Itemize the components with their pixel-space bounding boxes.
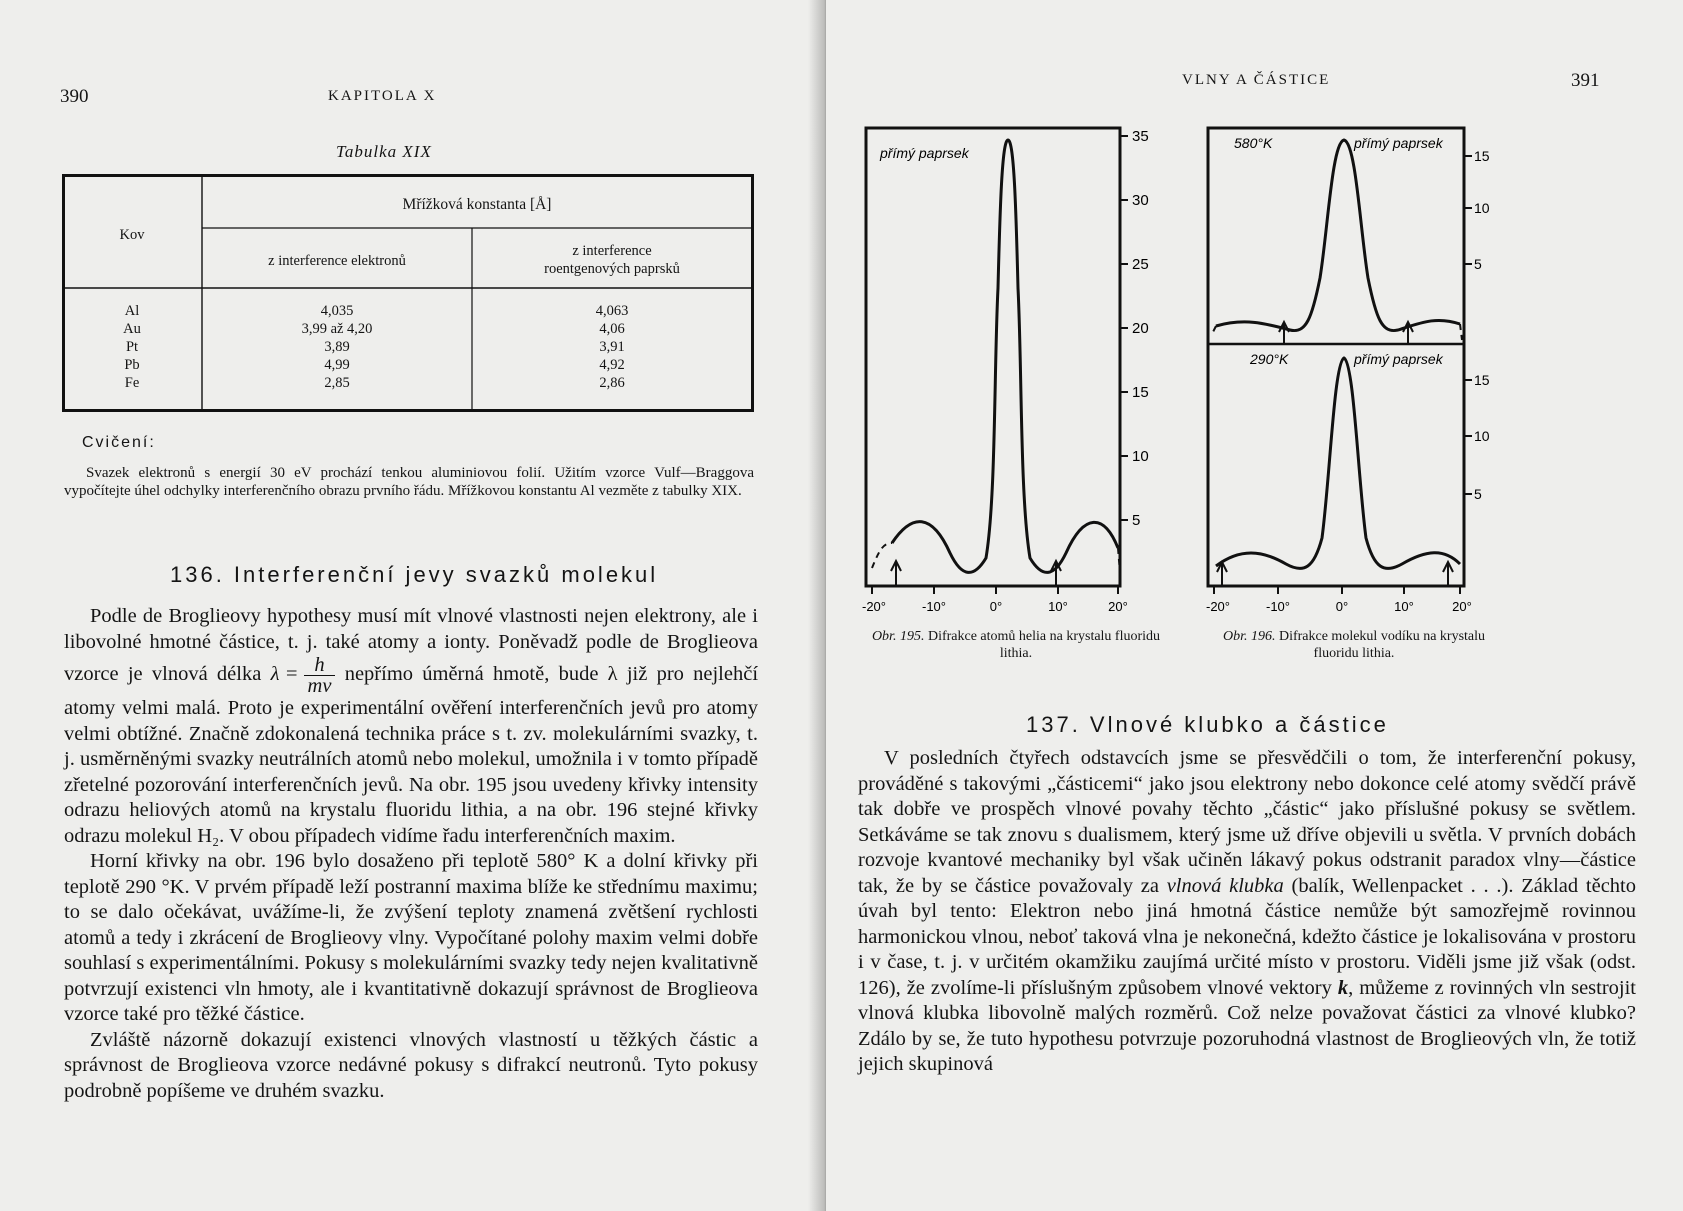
figure-195-caption [866, 628, 1166, 662]
table-row [62, 320, 754, 338]
y-tick-label: 15 [1474, 372, 1490, 388]
formula-lhs: λ = [270, 663, 299, 686]
cell-xray: 3,91 [599, 339, 625, 355]
formula-denominator: mv [307, 675, 332, 697]
wave-vector-symbol: k [1337, 976, 1349, 999]
section-137-body [858, 746, 1636, 1078]
x-tick-label: -20° [1206, 599, 1230, 614]
paragraph-2: Horní křivky na obr. 196 bylo dosaženo při teplotě 580° K a dolní křivky při teplotě 290 °K. V prvém případě leží postranní maxima blíže ke střednímu maximu; to se dalo očekávat, uvážíme-li, že zvýšení teploty znamená zvětšení rychlosti atomů a tedy i zkrácení de Broglieovy vlny. Vypočítané polohy maxim velmi dobře souhlasí s experimentálními. Pokusy s molekulárními svazky tedy nejen kvalitativně potvrzují existenci vln hmoty, ale i kvantitativně dokazují správnost de Broglieova vzorce také pro těžké částice. [64, 850, 758, 1025]
x-tick-label: 0° [989, 599, 1003, 614]
paragraph-1 [858, 746, 1636, 1078]
table-row [62, 356, 754, 374]
x-tick-label: -10° [1266, 599, 1290, 614]
figure-195-frame [866, 128, 1120, 586]
paragraph-1-start: V posledních čtyřech odstavcích jsme se přesvědčili o tom, že interferenční pokusy, prováděné s takovými „částicemi“ jako jsou elektrony nebo dokonce celé atomy svědčí právě tak dobře ve prospěch vlnové povahy těchto „částic“ jako příslušné pokusy se světlem. Setkáváme se tak znovu s dualismem, který jsme už dříve objevili u světla. V prvních dobách rozvoje kvantové mechaniky byl však učiněn lákavý pokus odstranit paradox vlny—částice tak, že by se částice považovaly za [858, 747, 1636, 897]
figure-196-bottom-beam-label: přímý paprsek [1354, 351, 1443, 367]
cell-kov: Al [124, 303, 140, 319]
cell-electrons: 3,99 až 4,20 [301, 321, 373, 337]
figure-195-curve [892, 140, 1118, 572]
left-page [0, 0, 826, 1211]
figure-196-caption-number: Obr. 196. [1222, 629, 1276, 644]
cell-electrons: 2,85 [324, 375, 350, 391]
figure-195-caption-text: Difrakce atomů helia na krystalu fluoridu lithia. [927, 629, 1161, 661]
wavelength-formula [271, 655, 336, 696]
section-137-title: 137. Vlnové klubko a částice [1026, 712, 1389, 737]
table-row [62, 374, 754, 392]
cell-xray: 4,06 [599, 321, 625, 337]
figure-195-x-labels [862, 599, 1128, 614]
figure-195-caption-number: Obr. 195. [871, 629, 925, 644]
figure-196-top-curve [1216, 140, 1460, 331]
figure-196 [1204, 118, 1504, 618]
figure-196-y-labels [1474, 148, 1490, 502]
paragraph-1-end: , můžeme z rovinných vln sestrojit vlnová klubka libovolně malých rozměrů. Což nelze považovat částici za vlnové klubko? Zdálo by se, že tuto hypothesu potvrzuje pozoruhodná vlastnost de Broglieových vln, že totiž jejich skupinová [858, 976, 1636, 1075]
column-header-xray-line1: z interference [572, 243, 652, 259]
exercise-heading: Cvičení: [82, 434, 156, 451]
figure-195 [862, 118, 1172, 618]
figure-195-beam-label: přímý paprsek [880, 145, 969, 161]
y-tick-label: 5 [1474, 256, 1482, 272]
cell-kov: Fe [124, 375, 140, 391]
lattice-constant-table [62, 174, 754, 412]
figure-196-top-arrow-left [1279, 322, 1289, 344]
y-tick-label: 15 [1474, 148, 1490, 164]
figure-196-top-dashed [1212, 324, 1462, 340]
y-tick-label: 10 [1474, 428, 1490, 444]
table-caption: Tabulka XIX [336, 142, 432, 161]
running-head: VLNY A ČÁSTICE [1182, 72, 1331, 88]
paragraph-1-start: Podle de Broglieovy hypothesy musí mít vlnové vlastnosti nejen elektrony, ale i libovolné hmotné částice, t. j. také atomy a ionty. Poněvadž podle de Broglieova vzorce je vlnová délka [64, 605, 758, 686]
cell-kov: Au [123, 321, 141, 337]
x-tick-label: -20° [862, 599, 886, 614]
figure-196-bottom-temperature: 290°K [1250, 351, 1289, 367]
column-header-electrons: z interference elektronů [268, 253, 406, 269]
page-number: 390 [60, 86, 89, 107]
x-tick-label: 10° [1394, 599, 1414, 614]
cell-xray: 2,86 [599, 375, 625, 391]
paragraph-1-italic: vlnová klubka [1166, 874, 1284, 897]
paragraph-1-end: nepřímo úměrná hmotě, bude λ již pro nejlehčí atomy velmi malá. Proto je experimentální ověření interferenčních jevů pro atomy velmi obtížné. Značně zdokonalená technika práce s t. zv. molekulárními svazky, t. j. usměrněnými svazky neutrálních atomů nebo molekul, umožnila i v tomto případě zřetelné pozorování interferenčních jevů. Na obr. 195 jsou uvedeny křivky intensity odrazu heliových atomů na krystalu fluoridu lithia, a na obr. 196 stejné křivky odrazu molekul H₂. V obou případech vidíme řadu interferenčních maxim. [64, 663, 759, 847]
x-tick-label: 20° [1108, 599, 1128, 614]
y-tick-label: 20 [1132, 320, 1149, 337]
formula-numerator: h [304, 655, 336, 676]
y-tick-label: 25 [1132, 256, 1149, 273]
paragraph-1-middle: (balík, Wellenpacket . . .). Základ těchto úvah byl tento: Elektron nebo jiná hmotná částice nemůže být samozřejmě rovinnou harmonickou vlnou, neboť taková vlna je nekonečná, kdežto částice je lokalisována v prostoru i v čase, t. j. v určitém okamžiku zaujímá určité místo v prostoru. Viděli jsme již však (odst. 126), že zvolíme-li příslušným způsobem vlnové vektory [858, 874, 1636, 999]
figure-195-dashed-curve [872, 543, 1120, 573]
x-tick-label: -10° [922, 599, 946, 614]
y-tick-label: 30 [1132, 192, 1149, 209]
x-tick-label: 0° [1335, 599, 1349, 614]
figure-196-caption [1204, 628, 1504, 662]
figure-196-top-temperature: 580°K [1234, 135, 1273, 151]
page-number: 391 [1571, 70, 1600, 91]
cell-kov: Pb [124, 357, 140, 373]
y-tick-label: 35 [1132, 128, 1149, 145]
figure-196-bottom-arrow-right [1443, 562, 1453, 586]
section-136-body [64, 604, 758, 1104]
cell-electrons: 4,035 [320, 303, 354, 319]
table-row [62, 338, 754, 356]
y-tick-label: 5 [1474, 486, 1482, 502]
formula-fraction [304, 655, 336, 696]
cell-xray: 4,063 [595, 303, 629, 319]
y-tick-label: 15 [1132, 384, 1149, 401]
figure-196-caption-text: Difrakce molekul vodíku na krystalu fluoridu lithia. [1278, 629, 1486, 661]
figure-195-arrow-left [891, 561, 901, 586]
cell-kov: Pt [125, 339, 139, 355]
running-head: KAPITOLA X [328, 88, 437, 104]
column-header-xray-line2: roentgenových paprsků [544, 261, 680, 277]
figure-196-x-labels [1206, 599, 1472, 614]
exercise-text: Svazek elektronů s energií 30 eV prochází tenkou aluminiovou folií. Užitím vzorce Vulf—Braggova vypočítejte úhel odchylky interferenčního obrazu prvního řádu. Mřížkovou konstantu Al vezměte z tabulky XIX. [64, 465, 754, 499]
cell-xray: 4,92 [599, 357, 625, 373]
figure-196-top-beam-label: přímý paprsek [1354, 135, 1443, 151]
cell-electrons: 3,89 [324, 339, 350, 355]
figure-195-y-labels [1132, 128, 1149, 529]
y-tick-label: 5 [1132, 512, 1141, 529]
paragraph-1 [64, 604, 758, 849]
section-136-title: 136. Interferenční jevy svazků molekul [170, 562, 659, 587]
y-tick-label: 10 [1474, 200, 1490, 216]
column-header-kov: Kov [119, 227, 145, 243]
paragraph-3: Zvláště názorně dokazují existenci vlnových vlastností u těžkých částic a správnost de Broglieova vzorce nedávné pokusy s difrakcí neutronů. Tyto pokusy podrobně popíšeme ve druhém svazku. [64, 1028, 758, 1102]
table-row [62, 302, 754, 320]
y-tick-label: 10 [1132, 448, 1149, 465]
x-tick-label: 20° [1452, 599, 1472, 614]
cell-electrons: 4,99 [324, 357, 350, 373]
column-group-header: Mřížková konstanta [Å] [402, 196, 552, 213]
right-page [826, 0, 1683, 1211]
x-tick-label: 10° [1048, 599, 1068, 614]
figure-196-bottom-curve [1216, 358, 1460, 568]
